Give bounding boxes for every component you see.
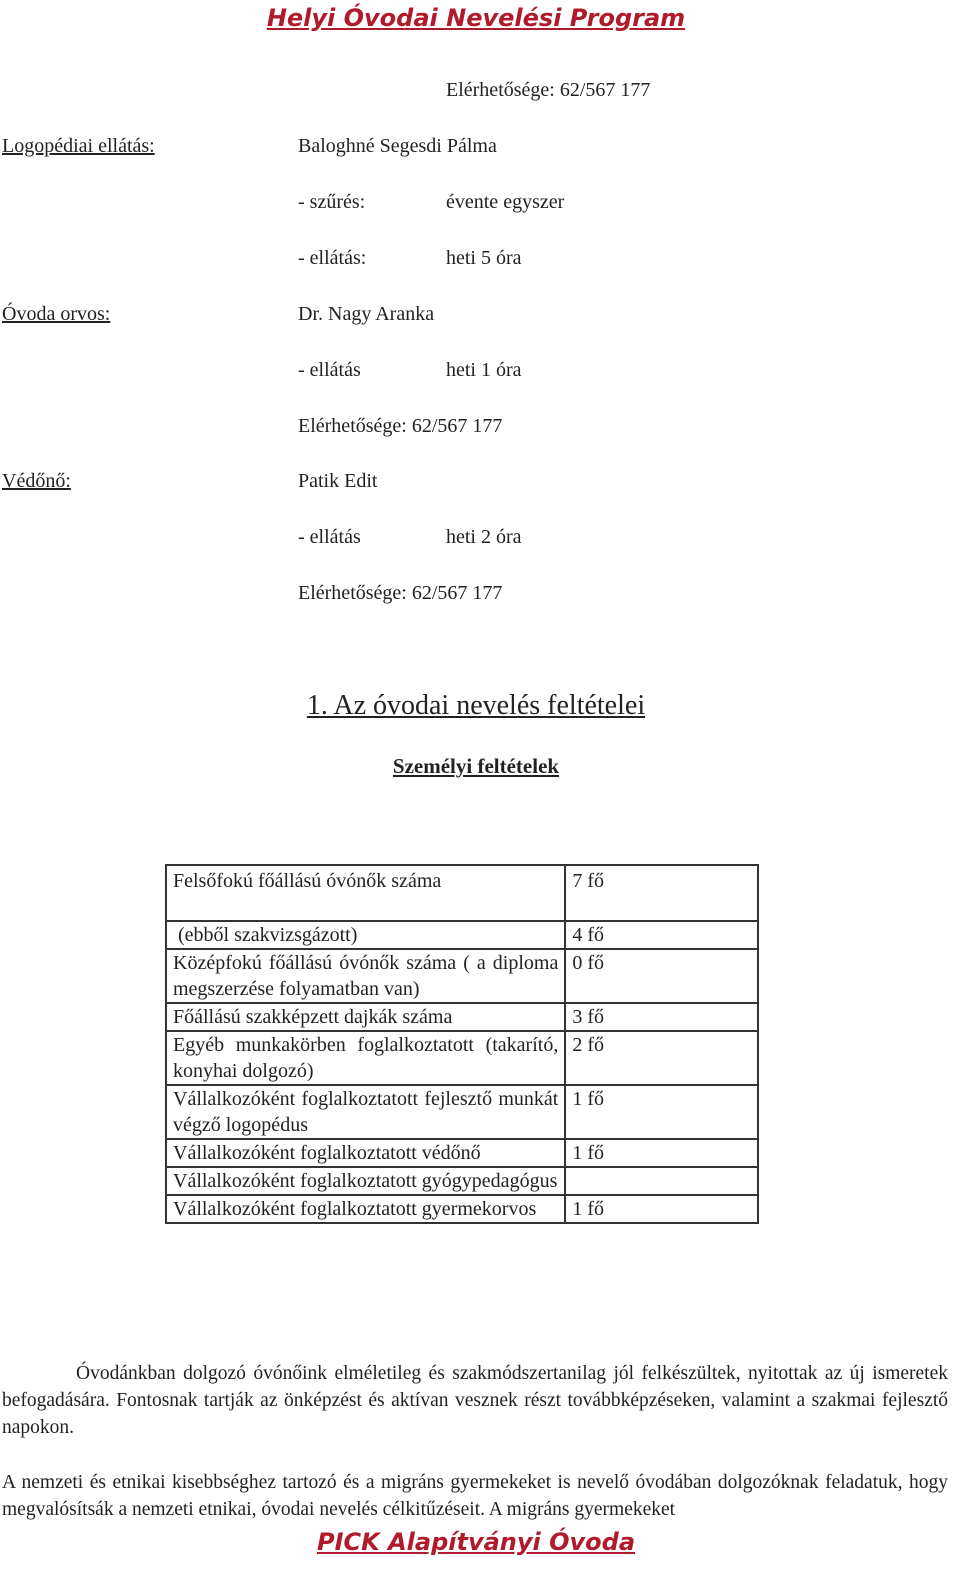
- section-subheading: Személyi feltételek: [392, 754, 560, 778]
- paragraph-staff-qualifications: Óvodánkban dolgozó óvónőink elméletileg és szakmódszertanilag jól felkészültek, nyitottak az új ismeretek befogadására. Fontosnak tartják az önképzést és aktívan vesznek részt továbbképzéseken, valamint a szakmai fejlesztő napokon.: [2, 1363, 948, 1438]
- staff-desc-cell: Felsőfokú főállású óvónők száma: [166, 865, 565, 921]
- staff-value-cell: 4 fő: [565, 921, 758, 949]
- doctor-care-value: heti 1 óra: [446, 359, 522, 381]
- doctor-label: Óvoda orvos:: [2, 303, 111, 325]
- section-heading: 1. Az óvodai nevelés feltételei: [306, 690, 646, 721]
- staff-value-cell: 1 fő: [565, 1085, 758, 1139]
- nurse-reach: Elérhetősége: 62/567 177: [298, 582, 503, 604]
- page-footer-title: PICK Alapítványi Óvoda: [316, 1528, 636, 1556]
- nurse-care-label: - ellátás: [298, 526, 361, 548]
- doctor-reach: Elérhetősége: 62/567 177: [298, 415, 503, 437]
- nurse-care-value: heti 2 óra: [446, 526, 522, 548]
- staff-desc-cell: Főállású szakképzett dajkák száma: [166, 1003, 565, 1031]
- table-row: [166, 1085, 758, 1139]
- doctor-care-label: - ellátás: [298, 359, 361, 381]
- staff-desc-cell: Középfokú főállású óvónők száma ( a diploma megszerzése folyamatban van): [166, 949, 565, 1003]
- nurse-label: Védőnő:: [2, 470, 71, 492]
- table-row: [166, 1003, 758, 1031]
- staff-value-cell: 0 fő: [565, 949, 758, 1003]
- page-header-title: Helyi Óvodai Nevelési Program: [266, 4, 686, 32]
- logoped-care-value: heti 5 óra: [446, 247, 522, 269]
- table-row: [166, 1031, 758, 1085]
- table-row: [166, 921, 758, 949]
- logoped-name: Baloghné Segesdi Pálma: [298, 135, 497, 157]
- staff-desc-cell: Vállalkozóként foglalkoztatott védőnő: [166, 1139, 565, 1167]
- staff-desc-cell: Vállalkozóként foglalkoztatott gyermekorvos: [166, 1195, 565, 1223]
- nurse-name: Patik Edit: [298, 470, 378, 492]
- staff-table: [165, 864, 759, 1224]
- staff-desc-cell: Egyéb munkakörben foglalkoztatott (takarító, konyhai dolgozó): [166, 1031, 565, 1085]
- logoped-screening-label: - szűrés:: [298, 191, 366, 213]
- table-row: [166, 1139, 758, 1167]
- table-row: [166, 865, 758, 921]
- staff-desc-cell: Vállalkozóként foglalkoztatott fejlesztő munkát végző logopédus: [166, 1085, 565, 1139]
- top-contact-reach: Elérhetősége: 62/567 177: [446, 79, 651, 101]
- paragraph-minorities: A nemzeti és etnikai kisebbséghez tartozó és a migráns gyermekeket is nevelő óvodában dolgozóknak feladatuk, hogy megvalósítsák a nemzeti etnikai, óvodai nevelés célkitűzéseit. A migráns gyermekeket: [2, 1472, 948, 1520]
- staff-value-cell: [565, 1167, 758, 1195]
- staff-value-cell: 1 fő: [565, 1139, 758, 1167]
- staff-value-cell: 2 fő: [565, 1031, 758, 1085]
- table-row: [166, 949, 758, 1003]
- staff-value-cell: 1 fő: [565, 1195, 758, 1223]
- staff-desc-cell: Vállalkozóként foglalkoztatott gyógypedagógus: [166, 1167, 565, 1195]
- logoped-label: Logopédiai ellátás:: [2, 135, 155, 157]
- logoped-care-label: - ellátás:: [298, 247, 367, 269]
- staff-desc-cell: (ebből szakvizsgázott): [166, 921, 565, 949]
- staff-value-cell: 3 fő: [565, 1003, 758, 1031]
- table-row: [166, 1195, 758, 1223]
- staff-value-cell: 7 fő: [565, 865, 758, 921]
- table-row: [166, 1167, 758, 1195]
- logoped-screening-value: évente egyszer: [446, 191, 565, 213]
- doctor-name: Dr. Nagy Aranka: [298, 303, 435, 325]
